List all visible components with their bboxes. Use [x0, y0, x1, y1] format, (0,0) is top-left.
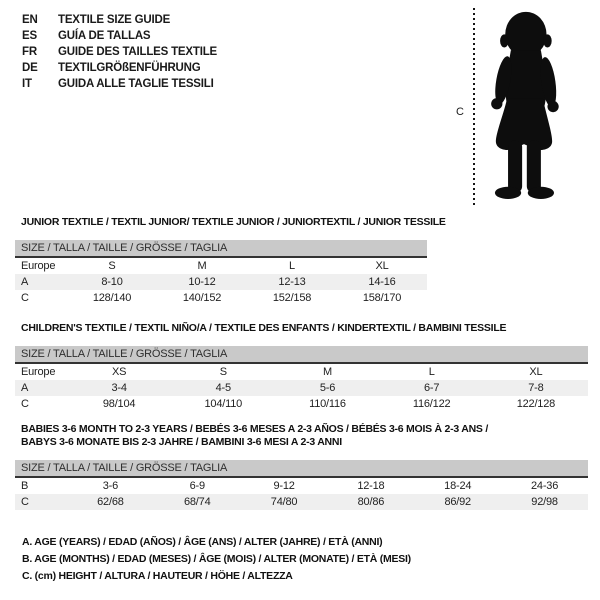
- table-row: [15, 274, 427, 290]
- size-value-cell: 140/152: [182, 292, 222, 304]
- language-code: EN: [22, 14, 38, 26]
- size-value-cell: 80/86: [357, 496, 385, 508]
- size-table-section-babies: [15, 423, 588, 510]
- language-label: GUIDE DES TAILLES TEXTILE: [58, 46, 217, 58]
- legend: [22, 534, 411, 585]
- size-value-cell: 74/80: [270, 496, 298, 508]
- size-value-cell: 9-12: [273, 480, 295, 492]
- size-value-cell: 62/68: [97, 496, 124, 508]
- size-value-cell: 3-4: [111, 382, 127, 394]
- size-value-cell: XL: [529, 366, 543, 378]
- size-value-cell: 104/110: [204, 398, 243, 410]
- size-value-cell: 122/128: [516, 398, 556, 410]
- row-label-cell: B: [21, 480, 29, 492]
- language-label: GUÍA DE TALLAS: [58, 30, 151, 42]
- size-value-cell: 68/74: [183, 496, 211, 508]
- table-title-babies: [21, 423, 588, 449]
- table-row: [15, 258, 427, 274]
- language-list: [22, 12, 217, 92]
- language-row: [22, 76, 217, 92]
- table-title-line: JUNIOR TEXTILE / TEXTIL JUNIOR/ TEXTILE JUNIOR / JUNIORTEXTIL / JUNIOR TESSILE: [21, 216, 446, 228]
- language-code: ES: [22, 30, 37, 42]
- size-value-cell: 12-13: [278, 276, 306, 288]
- size-value-cell: S: [108, 260, 116, 272]
- size-value-cell: 24-36: [531, 480, 559, 492]
- height-measure-dotted-line: [473, 8, 475, 208]
- size-value-cell: L: [289, 260, 295, 272]
- table-title-children: [21, 322, 588, 335]
- size-value-cell: XL: [375, 260, 389, 272]
- measure-label-c: C: [456, 106, 464, 118]
- size-value-cell: 158/170: [362, 292, 402, 304]
- row-label-cell: Europe: [21, 260, 56, 272]
- legend-line-a: A. AGE (YEARS) / EDAD (AÑOS) / ÂGE (ANS) / ALTER (JAHRE) / ETÀ (ANNI): [22, 536, 383, 548]
- legend-line-c: C. (cm) HEIGHT / ALTURA / HAUTEUR / HÖHE / ALTEZZA: [22, 570, 293, 582]
- table-title-line: BABIES 3-6 MONTH TO 2-3 YEARS / BEBÉS 3-6 MESES A 2-3 AÑOS / BÉBÉS 3-6 MOIS À 2-3 ANS /: [21, 423, 489, 435]
- size-table-babies: [15, 478, 588, 510]
- size-value-cell: 116/122: [412, 398, 451, 410]
- table-row: [15, 478, 588, 494]
- language-row: [22, 60, 217, 76]
- row-label-cell: C: [21, 398, 29, 410]
- size-value-cell: 3-6: [102, 480, 119, 492]
- size-value-cell: 86/92: [444, 496, 471, 508]
- language-label: TEXTILGRÖßENFÜHRUNG: [58, 62, 201, 74]
- size-table-section-children: [15, 322, 588, 412]
- size-table-children: [15, 364, 588, 412]
- language-code: IT: [22, 78, 32, 90]
- size-value-cell: 128/140: [92, 292, 132, 304]
- language-row: [22, 44, 217, 60]
- size-value-cell: 10-12: [188, 276, 216, 288]
- table-row: [15, 494, 588, 510]
- size-table-junior: [15, 258, 427, 306]
- size-value-cell: M: [322, 366, 332, 378]
- size-header-bar: SIZE / TALLA / TAILLE / GRÖSSE / TAGLIA: [15, 460, 588, 478]
- table-row: [15, 364, 588, 380]
- size-value-cell: 8-10: [101, 276, 123, 288]
- size-value-cell: 6-7: [424, 382, 440, 394]
- size-value-cell: 152/158: [272, 292, 312, 304]
- size-value-cell: 18-24: [444, 480, 472, 492]
- size-value-cell: 98/104: [102, 398, 136, 410]
- size-value-cell: M: [197, 260, 207, 272]
- size-value-cell: 5-6: [319, 382, 336, 394]
- size-value-cell: 110/116: [309, 398, 346, 410]
- language-label: GUIDA ALLE TAGLIE TESSILI: [58, 78, 214, 90]
- language-label: TEXTILE SIZE GUIDE: [58, 14, 171, 26]
- language-row: [22, 28, 217, 44]
- language-code: DE: [22, 62, 38, 74]
- size-value-cell: XS: [111, 366, 127, 378]
- size-value-cell: 12-18: [357, 480, 385, 492]
- table-title-line: BABYS 3-6 MONATE BIS 2-3 JAHRE / BAMBINI 3-6 MESI A 2-3 ANNI: [21, 436, 342, 448]
- row-label-cell: Europe: [21, 366, 56, 378]
- table-row: [15, 396, 588, 412]
- size-value-cell: 4-5: [215, 382, 231, 394]
- table-title-line: CHILDREN'S TEXTILE / TEXTIL NIÑO/A / TEXTILE DES ENFANTS / KINDERTEXTIL / BAMBINI TESSILE: [21, 322, 507, 334]
- table-title-junior: [21, 216, 446, 229]
- legend-line-b: B. AGE (MONTHS) / EDAD (MESES) / ÂGE (MOIS) / ALTER (MONATE) / ETÀ (MESI): [22, 553, 411, 565]
- size-header-bar: SIZE / TALLA / TAILLE / GRÖSSE / TAGLIA: [15, 346, 588, 364]
- size-value-cell: 6-9: [189, 480, 205, 492]
- baby-silhouette: [482, 9, 566, 206]
- row-label-cell: A: [21, 276, 29, 288]
- size-value-cell: L: [428, 366, 435, 378]
- row-label-cell: C: [21, 496, 29, 508]
- language-code: FR: [22, 46, 37, 58]
- size-header-bar: SIZE / TALLA / TAILLE / GRÖSSE / TAGLIA: [15, 240, 427, 258]
- language-row: [22, 12, 217, 28]
- row-label-cell: C: [21, 292, 29, 304]
- table-row: [15, 290, 427, 306]
- table-row: [15, 380, 588, 396]
- size-value-cell: S: [219, 366, 227, 378]
- size-value-cell: 92/98: [531, 496, 558, 508]
- row-label-cell: A: [21, 382, 29, 394]
- size-value-cell: 7-8: [528, 382, 544, 394]
- size-value-cell: 14-16: [368, 276, 396, 288]
- size-table-section-junior: [15, 216, 446, 306]
